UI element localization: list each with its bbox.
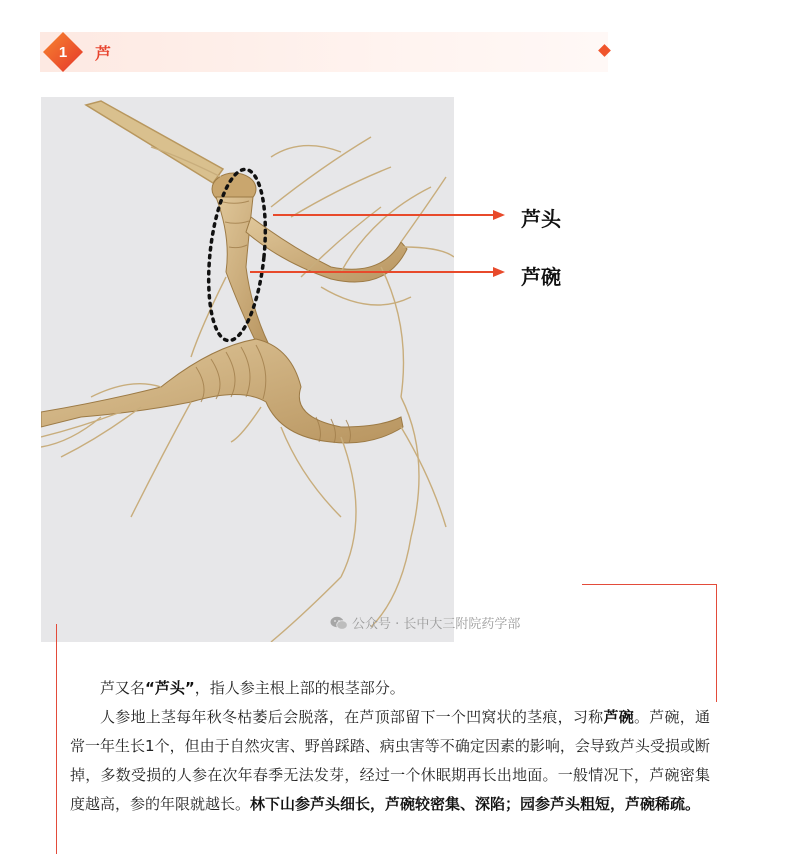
paragraph-2-text-2: 。芦碗，通常一年生长1个，但由于自然灾害、野兽踩踏、病虫害等不确定因素的影响，会导致芦头受损或断掉，多数受损的人参在次年春季无法发芽，经过一个休眠期再长出地面。一般情况下，芦碗密集度越高，参的年限就越长。 [70,708,710,813]
paragraph-1-text-end: ，指人参主根上部的根茎部分。 [194,679,405,697]
watermark-text: 公众号 · 长中大三附院药学部 [352,617,521,632]
section-title: 芦 [95,44,112,63]
section-number: 1 [58,43,68,61]
article-body [70,674,710,819]
label-lutou: 芦头 [521,207,561,231]
frame-line-top [582,584,716,585]
paragraph-2 [70,703,710,819]
paragraph-1-text: 芦又名 [100,679,146,697]
paragraph-2-text-1: 人参地上茎每年秋冬枯萎后会脱落，在芦顶部留下一个凹窝状的茎痕，习称 [100,708,604,726]
paragraph-1 [70,674,710,703]
paragraph-2-conclusion: 林下山参芦头细长，芦碗较密集、深陷；园参芦头粗短，芦碗稀疏。 [250,795,701,813]
paragraph-2-term-luwan: 芦碗 [603,708,634,726]
paragraph-1-quoted-term: “芦头” [145,679,195,697]
frame-line-right [716,584,717,702]
frame-line-left [56,624,57,854]
watermark [330,613,520,632]
wechat-icon [330,616,348,630]
label-luwan: 芦碗 [521,265,561,289]
